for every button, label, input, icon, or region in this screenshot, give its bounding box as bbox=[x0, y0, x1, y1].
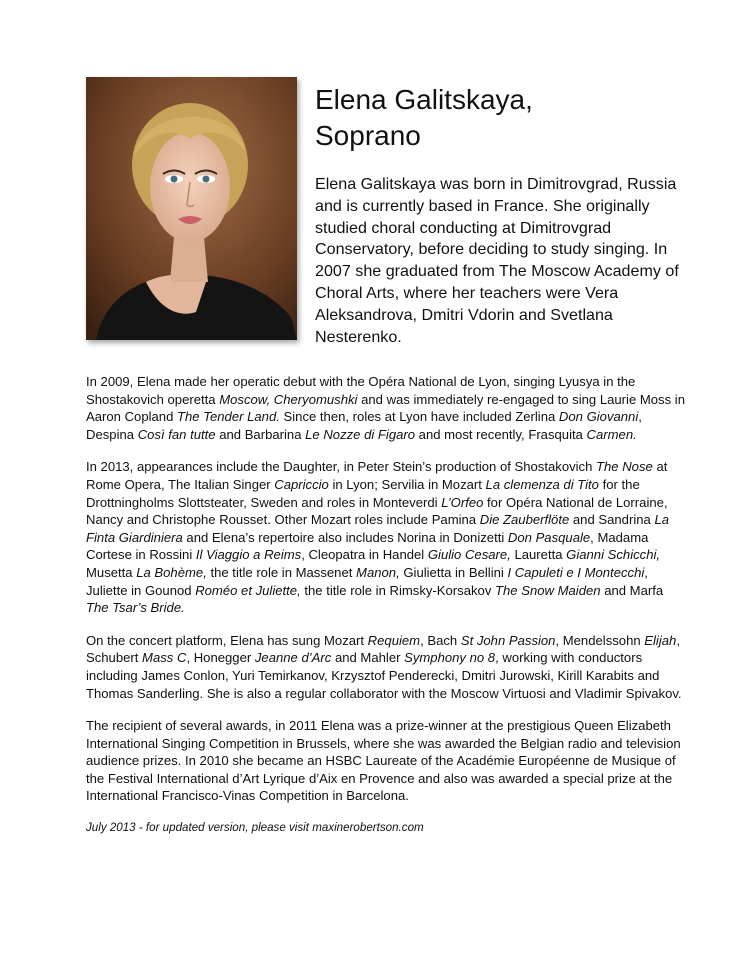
biography-paragraphs bbox=[86, 373, 686, 805]
work-title: Don Pasquale bbox=[507, 529, 591, 545]
text-run: The recipient of several awards, in 2011 Elena was a prize-winner at the prestigious Queen Elizabeth International Singing Competition in Brussels, where she was awarded the Belgian radio and television audience prizes. In 2010 she became an HSBC Laureate of the Académie Européenne de Musique of the Festival International d’Art Lyrique d’Aix en Provence and also was awarded a special prize at the International Francisco-Vinas Competition in Barcelona. bbox=[86, 718, 681, 804]
title-name: Elena Galitskaya, bbox=[315, 84, 533, 115]
text-run: , Juliette in Gounod bbox=[86, 564, 648, 598]
portrait-photo bbox=[86, 77, 297, 340]
title-voice-type: Soprano bbox=[315, 120, 421, 151]
work-title: Die Zauberflöte bbox=[479, 512, 570, 528]
text-run: and most recently, Frasquita bbox=[415, 426, 587, 442]
work-title: The Tender Land. bbox=[177, 409, 280, 425]
text-run: , working with conductors including James Conlon, Yuri Temirkanov, Krzysztof Penderecki, Dmitri Jurowski, Kirill Karabits and Thomas Sanderling. She is also a regular collaborator with the Moscow Virtuosi and Vladimir Spivakov. bbox=[86, 650, 682, 701]
text-run: Lauretta bbox=[510, 547, 567, 563]
work-title: Gianni Schicchi, bbox=[566, 547, 661, 563]
work-title: The Snow Maiden bbox=[495, 582, 601, 598]
text-run: and Barbarina bbox=[215, 426, 306, 442]
text-run: and was immediately re-engaged to sing Laurie Moss in Aaron Copland bbox=[86, 391, 685, 425]
portrait-illustration bbox=[86, 77, 297, 340]
work-title: Don Giovanni bbox=[558, 409, 639, 425]
body-paragraph bbox=[86, 717, 686, 805]
work-title: Requiem bbox=[367, 632, 421, 648]
text-run: Since then, roles at Lyon have included Zerlina bbox=[279, 409, 559, 425]
footer-note: July 2013 - for updated version, please visit maxinerobertson.com bbox=[86, 821, 424, 835]
text-run: for Opéra National de Lorraine, Nancy and Christophe Rousset. Other Mozart roles include Pamina bbox=[86, 494, 668, 528]
text-run: Musetta bbox=[86, 564, 137, 580]
work-title: Così fan tutte bbox=[137, 426, 216, 442]
text-run: , Cleopatra in Handel bbox=[301, 547, 428, 563]
work-title: L’Orfeo bbox=[441, 494, 484, 510]
text-run: the title role in Rimsky-Korsakov bbox=[300, 582, 496, 598]
work-title: Capriccio bbox=[274, 476, 329, 492]
text-run: and Marfa bbox=[600, 582, 664, 598]
work-title: Roméo et Juliette, bbox=[195, 582, 301, 598]
work-title: I Capuleti e I Montecchi bbox=[507, 564, 645, 580]
body-paragraph bbox=[86, 373, 686, 443]
biography-body bbox=[86, 373, 686, 835]
body-paragraph bbox=[86, 632, 686, 702]
work-title: Elijah bbox=[644, 632, 677, 648]
work-title: Manon, bbox=[356, 564, 400, 580]
intro-paragraph: Elena Galitskaya was born in Dimitrovgrad, Russia and is currently based in France. She originally studied choral conducting at Dimitrovgrad Conservatory, before deciding to study singing. In 2007 she graduated from The Moscow Academy of Choral Arts, where her teachers were Vera Aleksandrova, Dmitri Vdorin and Svetlana Nesterenko. bbox=[315, 175, 679, 346]
work-title: St John Passion bbox=[460, 632, 556, 648]
work-title: The Tsar’s Bride. bbox=[86, 600, 185, 616]
text-run: at Rome Opera, The Italian Singer bbox=[86, 459, 668, 492]
work-title: Mass C bbox=[142, 650, 187, 666]
text-run: and Sandrina bbox=[569, 512, 655, 528]
text-run: In 2009, Elena made her operatic debut with the Opéra National de Lyon, singing Lyusya in the Shostakovich operetta bbox=[86, 374, 636, 407]
text-run: and Mahler bbox=[331, 650, 405, 666]
text-run: In 2013, appearances include the Daughter, in Peter Stein’s production of Shostakovich bbox=[86, 459, 597, 475]
work-title: La Finta Giardiniera bbox=[86, 512, 670, 545]
text-run: in Lyon; Servilia in Mozart bbox=[328, 476, 486, 492]
page-title bbox=[315, 82, 695, 154]
text-run: , Schubert bbox=[86, 632, 680, 666]
text-run: Giulietta in Bellini bbox=[399, 564, 508, 580]
work-title: Moscow, Cheryomushki bbox=[219, 391, 358, 407]
text-run: , Mendelssohn bbox=[555, 632, 645, 648]
work-title: La clemenza di Tito bbox=[485, 476, 599, 492]
text-run: , Despina bbox=[86, 409, 642, 442]
work-title: Giulio Cesare, bbox=[427, 547, 511, 563]
body-paragraph bbox=[86, 458, 686, 616]
text-run: On the concert platform, Elena has sung Mozart bbox=[86, 632, 368, 648]
work-title: La Bohème, bbox=[136, 564, 207, 580]
work-title: Le Nozze di Figaro bbox=[305, 426, 416, 442]
work-title: Il Viaggio a Reims bbox=[195, 547, 302, 563]
text-run: the title role in Massenet bbox=[206, 564, 357, 580]
work-title: Carmen. bbox=[586, 426, 637, 442]
text-run: , Madama Cortese in Rossini bbox=[86, 529, 649, 563]
text-run: , Bach bbox=[420, 632, 461, 648]
work-title: The Nose bbox=[596, 459, 653, 475]
work-title: Jeanne d’Arc bbox=[254, 650, 332, 666]
text-run: for the Drottningholms Slottsteater, Sweden and roles in Monteverdi bbox=[86, 476, 640, 510]
text-run: , Honegger bbox=[186, 650, 255, 666]
work-title: Symphony no 8 bbox=[404, 650, 496, 666]
text-run: and Elena’s repertoire also includes Norina in Donizetti bbox=[182, 529, 508, 545]
